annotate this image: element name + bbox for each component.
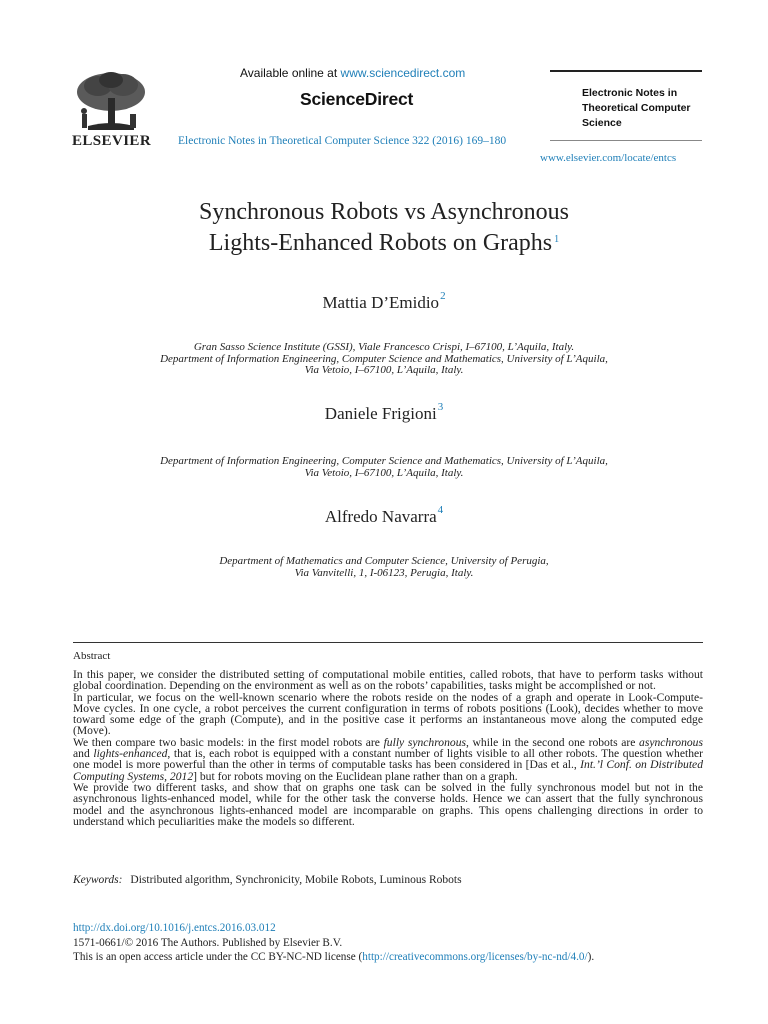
author-1-footnote[interactable]: 2: [440, 290, 446, 302]
journal-citation[interactable]: Electronic Notes in Theoretical Computer Science 322 (2016) 169–180: [178, 135, 507, 147]
sciencedirect-logo: ScienceDirect: [300, 89, 414, 109]
keywords: [73, 874, 462, 886]
keywords-label: Keywords:: [73, 874, 123, 886]
license-text: This is an open access article under the CC BY-NC-ND license (: [73, 951, 363, 963]
title-footnote-marker[interactable]: 1: [554, 234, 560, 245]
abstract-citation: Int.’l Conf. on Distributed Computing Systems, 2012: [73, 758, 703, 783]
license-statement: [73, 951, 594, 963]
author-2-affiliation: [0, 456, 768, 479]
journal-url-link[interactable]: www.elsevier.com/locate/entcs: [540, 152, 677, 164]
abstract-paragraph: [73, 737, 703, 782]
affiliation-line: Department of Information Engineering, Computer Science and Mathematics, University of L’Aquila,: [160, 455, 608, 467]
author-name: [0, 290, 768, 313]
paper-title: [0, 197, 768, 259]
title-line-1: Synchronous Robots vs Asynchronous: [198, 199, 570, 225]
affiliation-line: Department of Mathematics and Computer Science, University of Perugia,: [219, 555, 549, 567]
author-name: [0, 504, 768, 527]
title-line-2: Lights-Enhanced Robots on Graphs: [208, 230, 553, 256]
author-name: [0, 401, 768, 424]
sciencedirect-link[interactable]: www.sciencedirect.com: [340, 66, 466, 80]
affiliation-line: Department of Information Engineering, Computer Science and Mathematics, University of L’Aquila,: [160, 352, 608, 365]
affiliation-line: Via Vanvitelli, 1, I-06123, Perugia, Italy.: [294, 566, 474, 579]
abstract-text: , while in the second one robots are: [466, 735, 640, 749]
author-3-affiliation: [0, 556, 768, 579]
affiliation-line: Gran Sasso Science Institute (GSSI), Viale Francesco Crispi, I–67100, L’Aquila, Italy.: [193, 341, 575, 353]
abstract-emphasis: lights-enhanced: [93, 747, 168, 761]
publisher-name: ELSEVIER: [72, 133, 152, 149]
author-1-name: Mattia D’Emidio: [322, 293, 440, 312]
abstract-paragraph: In this paper, we consider the distributed setting of computational mobile entities, called robots, that have to perform tasks without global coordination. Depending on the environment as well as on the robots’ capabilities, tasks might be accomplished or not.: [73, 668, 703, 693]
author-2-name: Daniele Frigioni: [324, 404, 437, 423]
abstract-emphasis: asynchronous: [639, 735, 703, 749]
journal-box-title: Electronic Notes in Theoretical Computer Science: [582, 87, 691, 129]
abstract-text: ] but for robots moving on the Euclidean plane rather than on a graph.: [193, 769, 518, 783]
abstract-text: We then compare two basic models: in the first model robots are: [73, 735, 384, 749]
author-1-affiliation: [0, 342, 768, 377]
abstract-body: [73, 669, 703, 827]
author-3-footnote[interactable]: 4: [437, 504, 444, 516]
abstract-paragraph: We provide two different tasks, and show that on graphs one task can be solved in the fully synchronous model but not in the asynchronous lights-enhanced model, while for the other task the converse holds. Hence we can assert that the fully synchronous model and the asynchronous lights-enhanced model are incomparable on graphs. This opens challenging directions in order to understand which peculiarities make the models so different.: [73, 780, 703, 828]
issn-copyright: 1571-0661/© 2016 The Authors. Published by Elsevier B.V.: [73, 937, 343, 949]
available-prefix: Available online at: [240, 66, 341, 80]
abstract-text: and: [73, 747, 94, 761]
available-online: [240, 66, 465, 80]
section-divider: [73, 642, 703, 643]
author-3-name: Alfredo Navarra: [324, 507, 437, 526]
affiliation-line: Via Vetoio, I–67100, L’Aquila, Italy.: [304, 364, 464, 376]
author-2-footnote[interactable]: 3: [437, 401, 444, 413]
doi-link[interactable]: http://dx.doi.org/10.1016/j.entcs.2016.03.012: [73, 922, 276, 934]
keywords-value: Distributed algorithm, Synchronicity, Mobile Robots, Luminous Robots: [130, 874, 462, 886]
abstract-heading: Abstract: [73, 650, 111, 662]
abstract-paragraph: In particular, we focus on the well-known scenario where the robots reside on the nodes of a graph and operate in Look-Compute-Move cycles. In one cycle, a robot perceives the current configuration in terms of robots positions (Look), decides whether to move toward some edge of the graph (Compute), and in the positive case it performs an instantaneous move along the computed edge (Move).: [73, 690, 703, 738]
abstract-emphasis: fully synchronous: [383, 735, 466, 749]
abstract-text: , that is, each robot is equipped with a constant number of lights visible to all other robots. The question whether one model is more powerful than the other in terms of computable tasks has been considered in [Das et al.,: [73, 747, 703, 772]
elsevier-tree-logo: [68, 70, 154, 142]
license-link[interactable]: http://creativecommons.org/licenses/by-nc-nd/4.0/: [362, 951, 588, 963]
license-text: ).: [587, 951, 595, 963]
affiliation-line: Via Vetoio, I–67100, L’Aquila, Italy.: [304, 466, 464, 479]
